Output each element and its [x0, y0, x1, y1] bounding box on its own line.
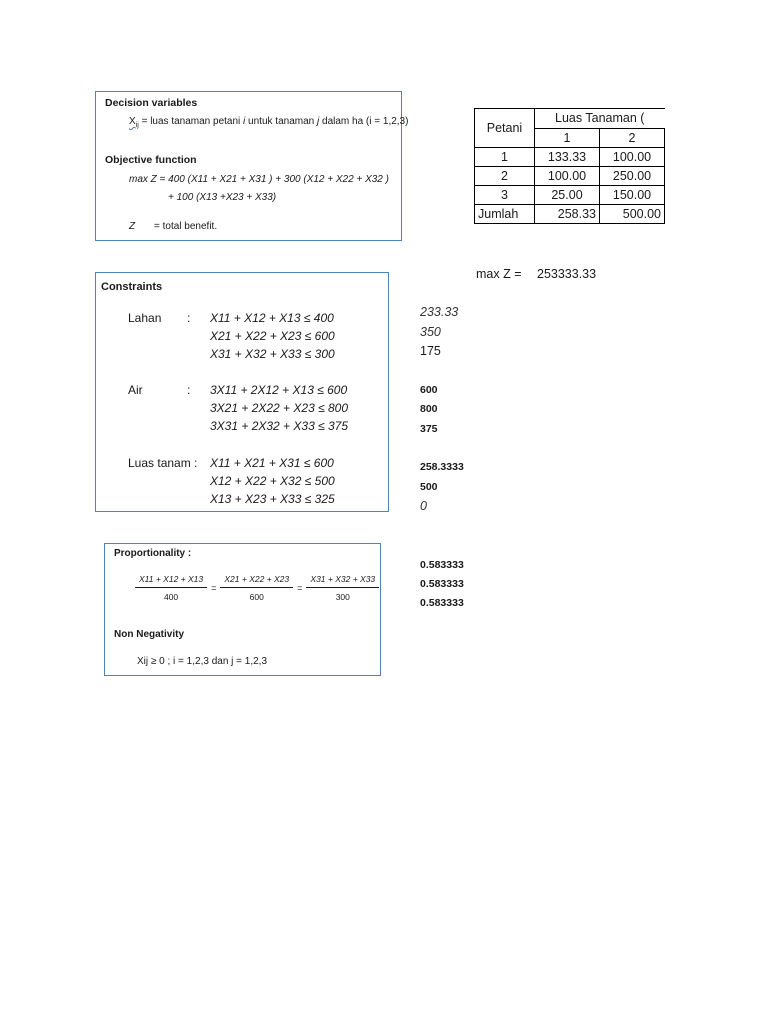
table-row: 2 100.00 250.00 — [475, 167, 665, 186]
col-header-1: 1 — [535, 128, 600, 148]
constraints-title: Constraints — [101, 281, 163, 293]
fraction: $\frac{X31 + X32 + X33}{300}$ — [306, 574, 379, 602]
variable-definition: $X_{ij}$ = luas tanaman petani i untuk tanaman j dalam ha (i = 1,2,3) — [129, 116, 409, 129]
constraint-line: X31 + X32 + X33 ≤ 300 — [210, 347, 335, 361]
constraint-group-colon: : — [187, 383, 191, 397]
constraint-line: 3X21 + 2X22 + X23 ≤ 800 — [210, 401, 349, 415]
air-value: 600 — [420, 384, 438, 396]
proportionality-title: Proportionality : — [114, 548, 192, 559]
decision-variables-box — [95, 91, 409, 241]
table-row: 3 25.00 150.00 — [475, 186, 665, 205]
jumlah-row: Jumlah 258.33 500.00 — [475, 205, 665, 224]
max-z-label: max Z = — [476, 267, 522, 281]
constraint-group-label: Air — [128, 383, 143, 397]
air-value: 800 — [420, 403, 438, 415]
decision-variables-title: Decision variables — [105, 97, 198, 109]
lahan-value: 175 — [420, 344, 441, 358]
col-header-2: 2 — [600, 128, 665, 148]
luas-tanaman-table — [474, 108, 665, 224]
air-value: 375 — [420, 423, 438, 435]
petani-header: Petani — [475, 109, 535, 148]
luas-value: 500 — [420, 481, 438, 493]
luas-value: 258.3333 — [420, 461, 464, 473]
prop-value: 0.583333 — [420, 559, 464, 571]
constraint-group-label: Luas tanam : — [128, 456, 198, 470]
constraint-line: X11 + X12 + X13 ≤ 400 — [210, 311, 334, 325]
constraint-group-label: Lahan — [128, 311, 162, 325]
max-z-value: 253333.33 — [537, 267, 597, 281]
luas-value: 0 — [420, 499, 427, 513]
lahan-value: 350 — [420, 325, 441, 339]
constraint-line: 3X31 + 2X32 + X33 ≤ 375 — [210, 419, 349, 433]
constraint-line: X21 + X22 + X23 ≤ 600 — [210, 329, 335, 343]
objective-line-2: + 100 (X13 +X23 + X33) — [168, 192, 277, 203]
non-negativity-title: Non Negativity — [114, 629, 185, 640]
luas-tanaman-header: Luas Tanaman ( — [535, 109, 665, 129]
constraint-line: X12 + X22 + X32 ≤ 500 — [210, 474, 335, 488]
constraint-line: X13 + X23 + X33 ≤ 325 — [210, 492, 335, 506]
constraint-line: X11 + X21 + X31 ≤ 600 — [210, 456, 334, 470]
z-definition: = total benefit. — [154, 221, 218, 232]
proportionality-box — [104, 543, 381, 676]
constraint-group-colon: : — [187, 311, 191, 325]
lahan-value: 233.33 — [420, 305, 459, 319]
constraint-line: 3X11 + 2X12 + X13 ≤ 600 — [210, 383, 348, 397]
objective-line-1: max Z = 400 (X11 + X21 + X31 ) + 300 (X12 + X22 + X32 ) — [129, 174, 389, 185]
objective-function-title: Objective function — [105, 154, 197, 166]
constraints-box — [95, 272, 389, 512]
prop-value: 0.583333 — [420, 597, 464, 609]
fraction: $\frac{X11 + X12 + X13}{400}$ — [135, 574, 207, 602]
prop-value: 0.583333 — [420, 578, 464, 590]
non-negativity-text: Xij ≥ 0 ; i = 1,2,3 dan j = 1,2,3 — [137, 656, 268, 667]
fraction: $\frac{X21 + X22 + X23}{600}$ — [220, 574, 293, 602]
table-row: 1 133.33 100.00 — [475, 148, 665, 167]
z-symbol: Z — [129, 221, 136, 232]
proportionality-equation: $\frac{X11 + X12 + X13}{400}$ = $\frac{X21 + X22 + X23}{600}$ = $\frac{X31 + X32 + X33}{300}$ — [135, 574, 379, 602]
